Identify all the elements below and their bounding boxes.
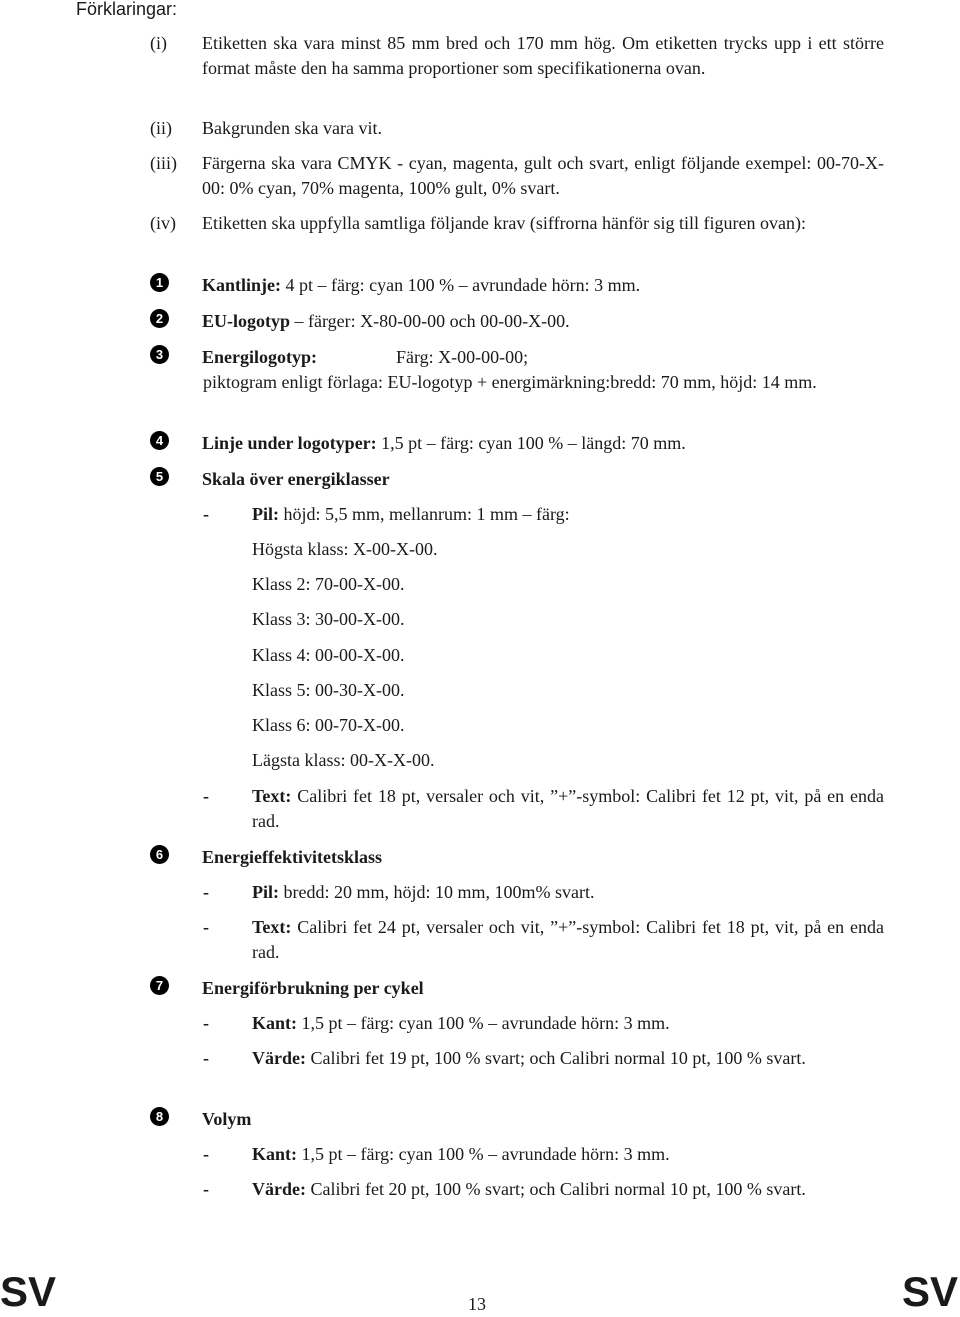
number-marker-icon: 2	[150, 309, 169, 328]
sub-line	[252, 880, 884, 905]
dash-bullet: -	[203, 1144, 209, 1164]
sub-label: Kant:	[252, 1013, 297, 1033]
dash-bullet: -	[203, 1179, 209, 1199]
sub-text: Calibri fet 24 pt, versaler och vit, ”+”-symbol: Calibri fet 18 pt, vit, på en enda rad.	[252, 917, 885, 962]
class-color: Klass 3: 30-00-X-00.	[252, 609, 405, 629]
item-label: Energieffektivitetsklass	[202, 847, 382, 867]
dash-bullet: -	[203, 504, 209, 524]
class-color: Lägsta klass: 00-X-X-00.	[252, 750, 435, 770]
sub-text: Calibri fet 18 pt, versaler och vit, ”+”-symbol: Calibri fet 12 pt, vit, på en enda rad.	[252, 786, 885, 831]
roman-text: Etiketten ska vara minst 85 mm bred och 170 mm hög. Om etiketten trycks upp i ett större format måste den ha samma proportioner som specifikationerna ovan.	[202, 33, 884, 78]
roman-text: Färgerna ska vara CMYK - cyan, magenta, gult och svart, enligt följande exempel: 00-70-X-00: 0% cyan, 70% magenta, 100% gult, 0% svart.	[202, 153, 884, 198]
roman-number: (iii)	[150, 153, 177, 173]
item-label: EU-logotyp	[202, 311, 291, 331]
item-label: Skala över energiklasser	[202, 469, 390, 489]
item-label: Energilogotyp:	[202, 347, 317, 367]
sub-text: Calibri fet 20 pt, 100 % svart; och Calibri normal 10 pt, 100 % svart.	[310, 1179, 806, 1199]
item-line	[202, 273, 640, 298]
dash-bullet: -	[203, 1048, 209, 1068]
footer-language-right: SV	[901, 1268, 958, 1315]
item-text: Färg: X-00-00-00;	[396, 347, 529, 367]
number-marker-icon: 3	[150, 345, 169, 364]
roman-number: (ii)	[150, 118, 172, 138]
sub-label: Värde:	[252, 1048, 306, 1068]
sub-line	[252, 915, 884, 965]
roman-text: Etiketten ska uppfylla samtliga följande krav (siffrorna hänför sig till figuren ovan):	[202, 213, 806, 233]
number-marker-icon: 1	[150, 273, 169, 292]
item-text: 1,5 pt – färg: cyan 100 % – längd: 70 mm.	[381, 433, 686, 453]
sub-line	[252, 1046, 884, 1071]
sub-text: Calibri fet 19 pt, 100 % svart; och Calibri normal 10 pt, 100 % svart.	[310, 1048, 806, 1068]
item-label: Kantlinje:	[202, 275, 281, 295]
roman-text: Bakgrunden ska vara vit.	[202, 118, 382, 138]
class-color: Högsta klass: X-00-X-00.	[252, 539, 438, 559]
sub-label: Pil:	[252, 504, 279, 524]
sub-label: Text:	[252, 917, 292, 937]
sub-line	[252, 1142, 884, 1167]
sub-line	[252, 1177, 884, 1202]
roman-number: (i)	[150, 33, 167, 53]
item-text-continued: piktogram enligt förlaga: EU-logotyp + energimärkning:bredd: 70 mm, höjd: 14 mm.	[203, 372, 817, 392]
sub-text: 1,5 pt – färg: cyan 100 % – avrundade hörn: 3 mm.	[301, 1144, 670, 1164]
dash-bullet: -	[203, 1013, 209, 1033]
item-label: Volym	[202, 1109, 252, 1129]
dash-bullet: -	[203, 882, 209, 902]
number-marker-icon: 4	[150, 431, 169, 450]
sub-line	[252, 1011, 884, 1036]
item-text: 4 pt – färg: cyan 100 % – avrundade hörn: 3 mm.	[285, 275, 641, 295]
sub-label: Värde:	[252, 1179, 306, 1199]
dash-bullet: -	[203, 786, 209, 806]
class-color: Klass 4: 00-00-X-00.	[252, 645, 405, 665]
sub-label: Pil:	[252, 882, 279, 902]
item-label: Energiförbrukning per cykel	[202, 978, 424, 998]
item-line	[202, 431, 686, 456]
sub-text: höjd: 5,5 mm, mellanrum: 1 mm – färg:	[283, 504, 570, 524]
number-marker-icon: 6	[150, 845, 169, 864]
roman-number: (iv)	[150, 213, 176, 233]
dash-bullet: -	[203, 917, 209, 937]
sub-text: bredd: 20 mm, höjd: 10 mm, 100m% svart.	[283, 882, 595, 902]
class-color: Klass 6: 00-70-X-00.	[252, 715, 405, 735]
number-marker-icon: 7	[150, 976, 169, 995]
sub-label: Text:	[252, 786, 292, 806]
sub-line	[252, 784, 884, 834]
item-line	[202, 309, 570, 334]
class-color: Klass 2: 70-00-X-00.	[252, 574, 405, 594]
sub-line	[252, 502, 884, 527]
section-heading: Förklaringar:	[76, 0, 178, 19]
footer-language-left: SV	[0, 1268, 57, 1315]
number-marker-icon: 5	[150, 467, 169, 486]
item-text: – färger: X-80-00-00 och 00-00-X-00.	[294, 311, 570, 331]
class-color: Klass 5: 00-30-X-00.	[252, 680, 405, 700]
sub-label: Kant:	[252, 1144, 297, 1164]
page-number: 13	[468, 1294, 486, 1314]
sub-text: 1,5 pt – färg: cyan 100 % – avrundade hörn: 3 mm.	[301, 1013, 670, 1033]
number-marker-icon: 8	[150, 1107, 169, 1126]
item-label: Linje under logotyper:	[202, 433, 377, 453]
